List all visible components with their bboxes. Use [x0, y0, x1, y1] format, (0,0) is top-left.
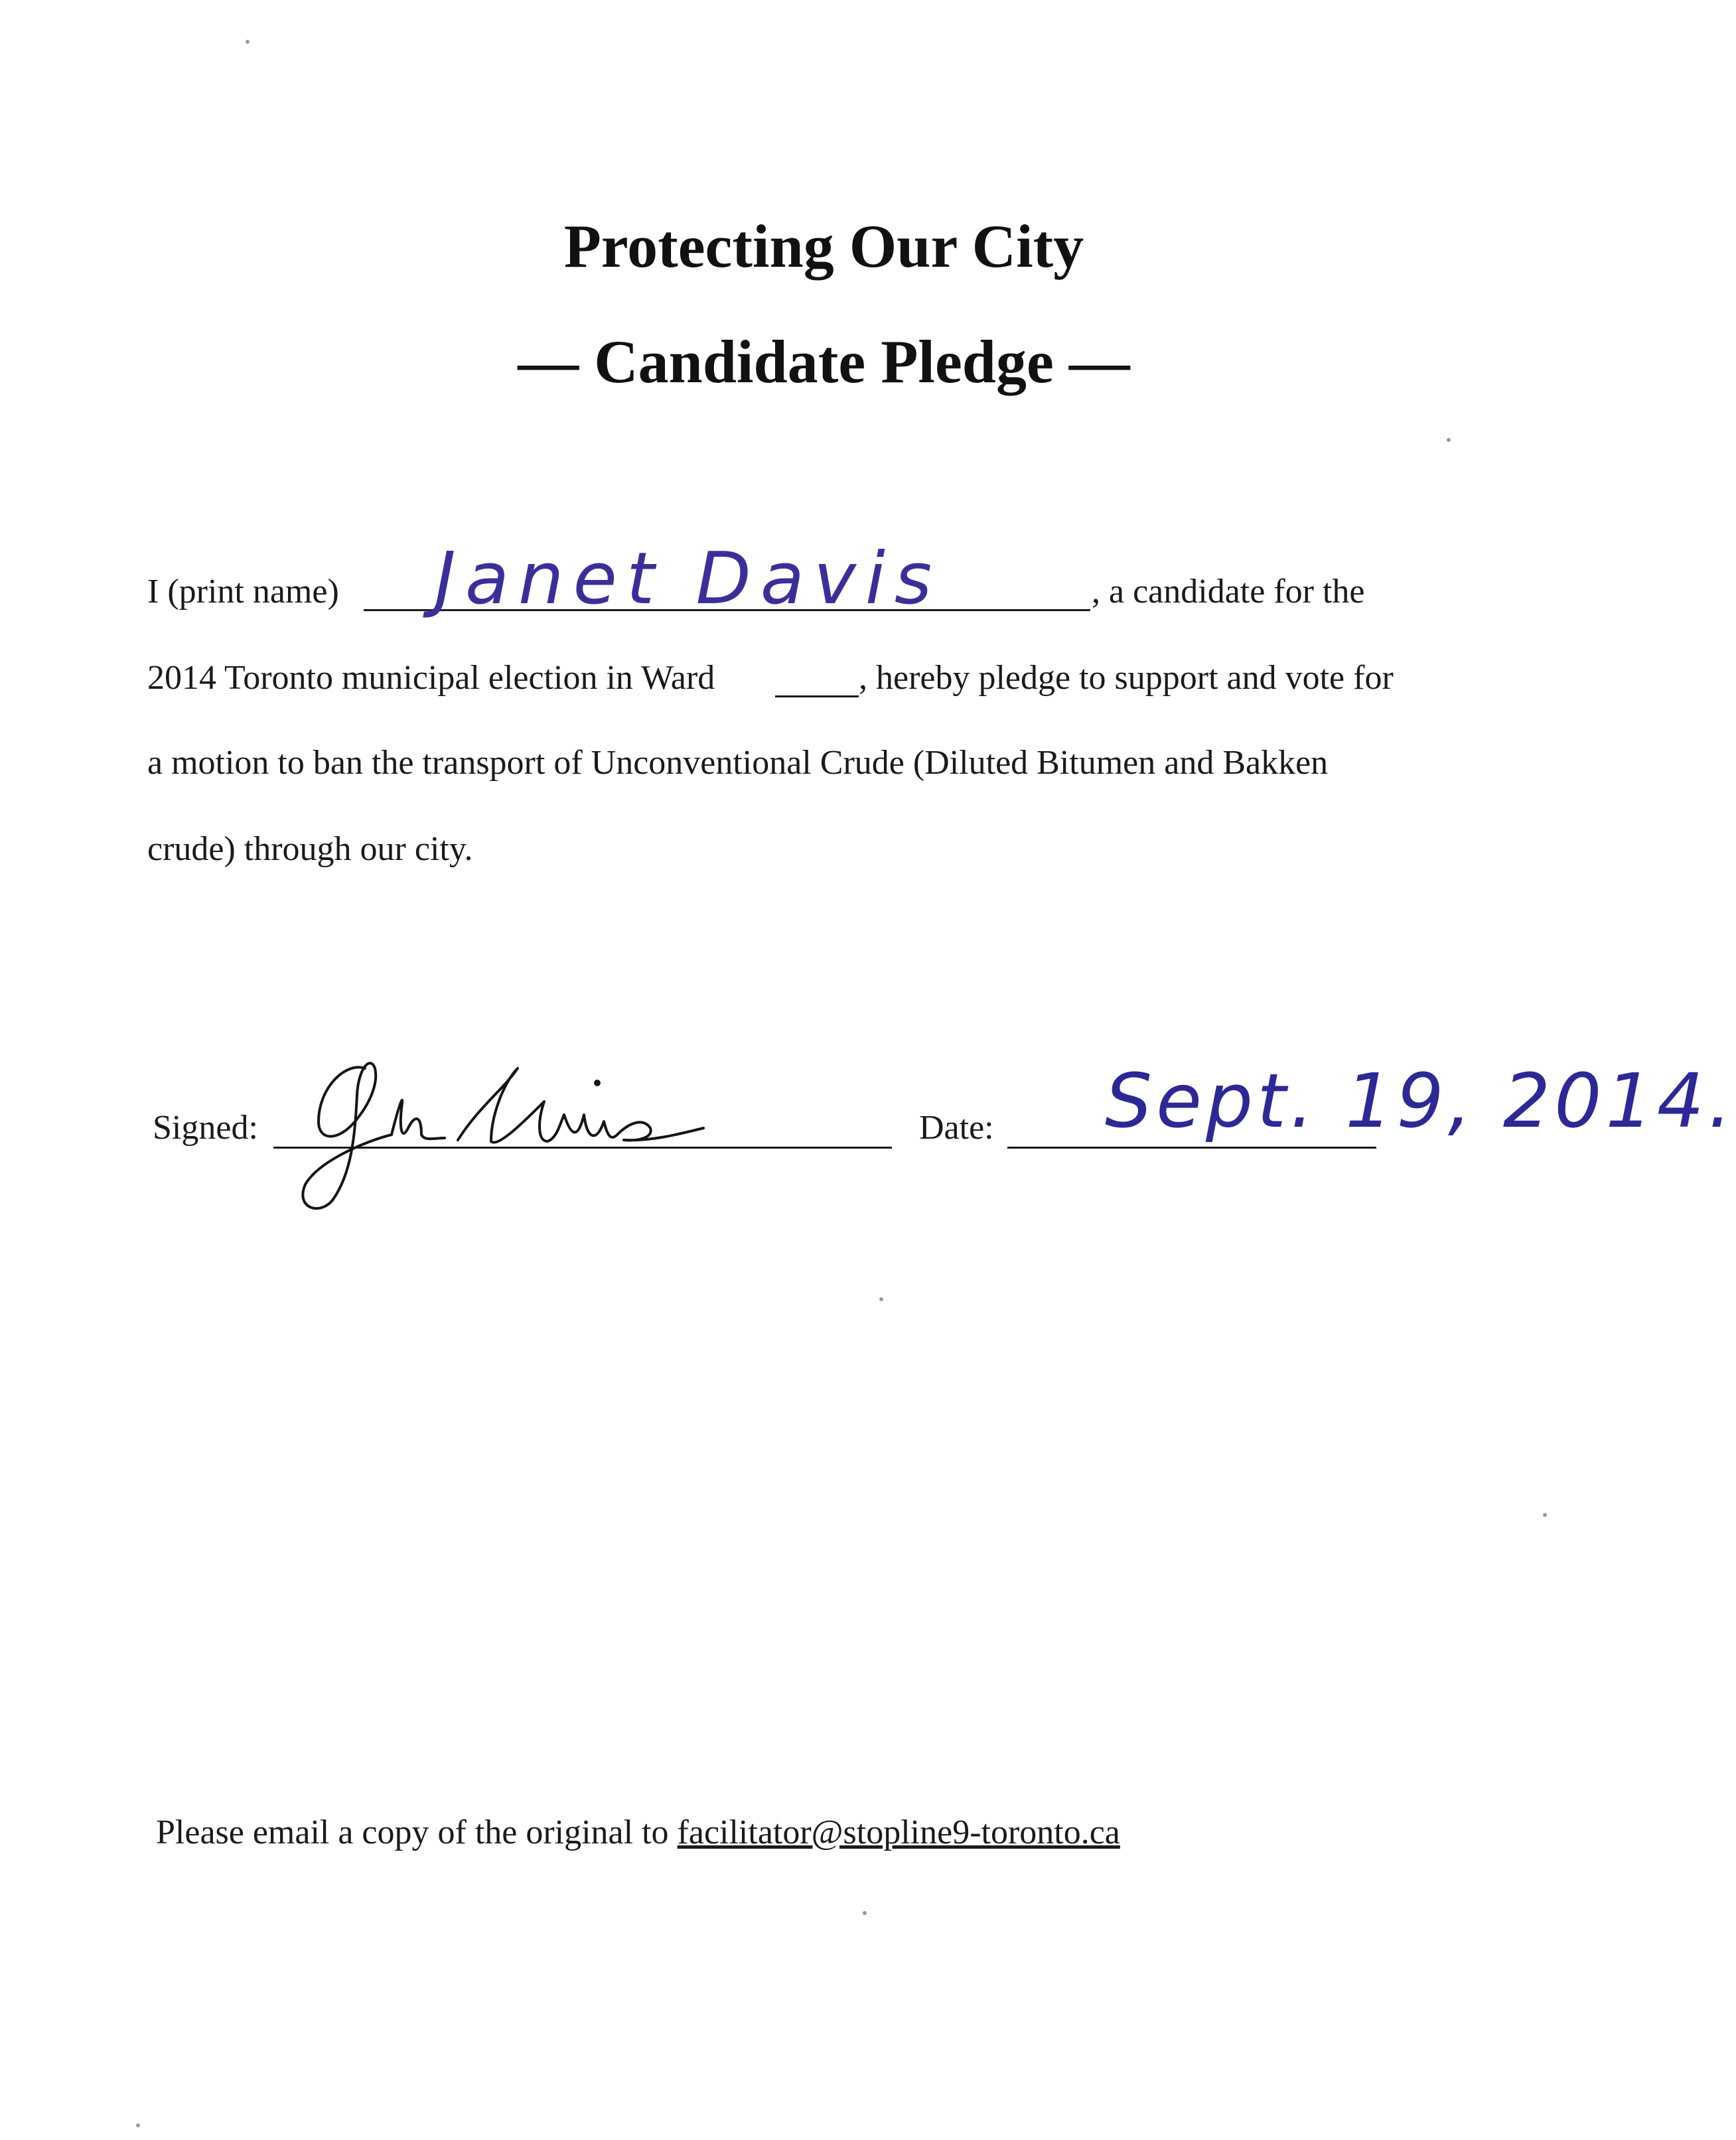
email-prefix-text: Please email a copy of the original to: [156, 1814, 669, 1851]
handwritten-signature: [292, 1042, 717, 1221]
email-link[interactable]: facilitator@stopline9-toronto.ca: [677, 1814, 1120, 1851]
scan-speck: [879, 1297, 883, 1301]
election-prefix-text: 2014 Toronto municipal election in Ward: [147, 659, 715, 697]
footer-email-line: [156, 1813, 1120, 1852]
election-suffix-text: , hereby pledge to support and vote for: [859, 659, 1394, 697]
scan-speck: [863, 1911, 867, 1915]
scan-speck: [1543, 1513, 1547, 1517]
scan-speck: [136, 2123, 140, 2127]
pledge-line-3: a motion to ban the transport of Unconventional Crude (Diluted Bitumen and Bakken: [147, 744, 1329, 782]
document-subtitle: — Candidate Pledge —: [518, 328, 1130, 395]
after-name-text: , a candidate for the: [1092, 573, 1365, 610]
signed-label: Signed:: [153, 1109, 258, 1147]
date-field-line: [1007, 1147, 1376, 1149]
pledge-line-4: crude) through our city.: [147, 830, 473, 868]
handwritten-printed-name: Janet Davis: [435, 537, 942, 620]
scan-speck: [1447, 438, 1451, 442]
date-label: Date:: [919, 1109, 994, 1147]
print-name-label: I (print name): [147, 573, 339, 610]
document-title: Protecting Our City: [563, 212, 1084, 280]
scan-speck: [246, 40, 250, 44]
ward-field-line: [775, 695, 859, 697]
handwritten-date: Sept. 19, 2014.: [1105, 1058, 1736, 1145]
